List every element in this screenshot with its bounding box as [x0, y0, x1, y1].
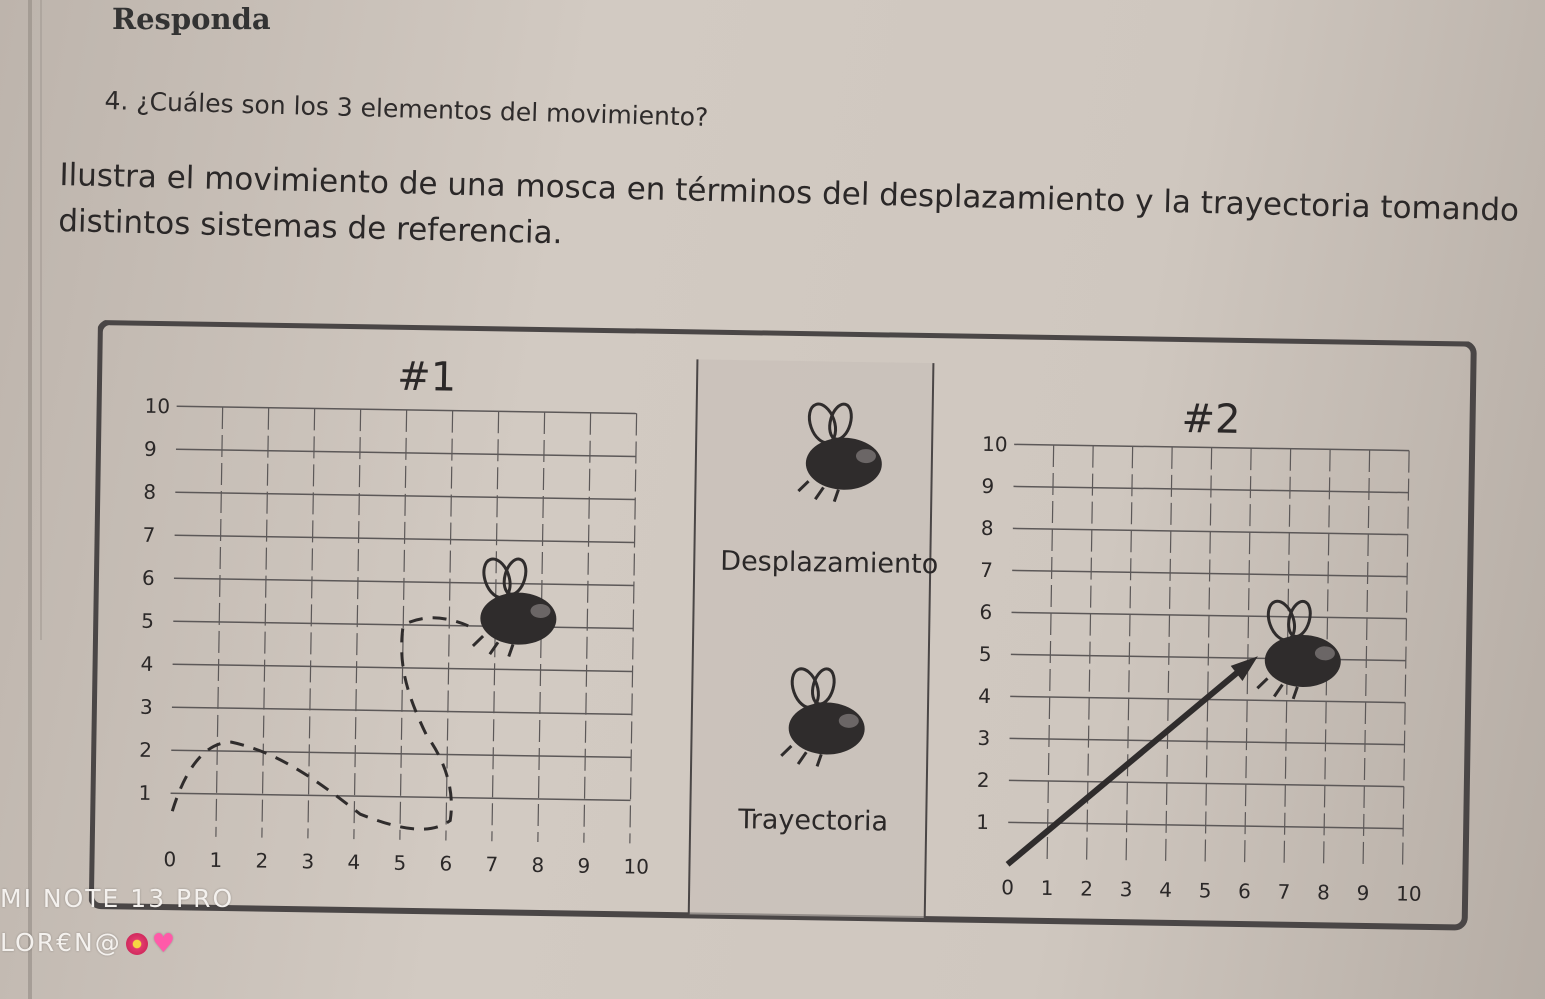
graph1-y-tick: 3 [139, 694, 153, 719]
graph1-y-tick: 8 [143, 479, 157, 504]
graph2-y-tick: 9 [981, 473, 995, 499]
graph2-x-tick: 1 [1040, 875, 1054, 901]
graph2-x-tick: 3 [1119, 877, 1133, 902]
graph1-x-tick: 9 [577, 853, 591, 878]
figure-svg [89, 320, 1478, 932]
graph1-x-tick: 8 [531, 852, 545, 878]
graph1-x-tick: 0 [163, 847, 177, 872]
graph2-y-tick: 2 [976, 767, 990, 793]
flower-icon [126, 933, 148, 955]
graph1-grid [170, 406, 637, 843]
graph2-x-tick: 9 [1356, 880, 1370, 906]
graph2-x-tick: 4 [1158, 877, 1173, 902]
graph1-x-tick: 7 [485, 852, 499, 877]
graph1-x-tick: 3 [301, 849, 315, 874]
graph2-x-tick: 7 [1277, 879, 1291, 904]
graph2-x-tick: 5 [1198, 878, 1212, 903]
graph1-y-tick: 7 [142, 522, 156, 547]
graph2-x-tick: 0 [1001, 875, 1015, 900]
graph1-y-tick: 4 [140, 651, 154, 676]
graph2-y-tick: 5 [978, 641, 992, 667]
instructions-text: Ilustra el movimiento de una mosca en términos del desplazamiento y la trayectoria tomando distintos sistemas de referencia. [57, 156, 1520, 252]
graph2-displacement-arrow [1008, 664, 1243, 868]
graph1-y-tick: 2 [139, 737, 153, 762]
graph2-x-tick: 10 [1395, 881, 1422, 906]
graph1-title: #1 [396, 353, 457, 401]
author-watermark-text: LOR€N@ [0, 928, 122, 957]
hearts-icon: ♥ [151, 929, 178, 959]
graph1-y-tick: 6 [141, 565, 155, 590]
graph1-x-tick: 5 [393, 850, 407, 875]
fly-icon-graph1 [473, 555, 558, 657]
graph2-grid [1008, 444, 1410, 870]
graph1-y-tick: 1 [138, 780, 152, 805]
graph2-x-tick: 6 [1237, 878, 1252, 904]
graph1-y-tick: 10 [144, 393, 171, 419]
graph2-y-tick: 6 [979, 599, 993, 625]
graph1-y-tick: 5 [141, 608, 155, 633]
graph1-x-tick: 1 [209, 847, 223, 873]
fly-icon-graph2 [1257, 597, 1342, 699]
figure-panel [89, 320, 1478, 932]
graph1-x-tick: 4 [347, 849, 361, 875]
graph1-x-tick: 2 [255, 848, 269, 873]
graph2-y-tick: 4 [978, 683, 992, 709]
graph1-x-tick: 6 [439, 851, 453, 876]
graph2-y-tick: 10 [981, 431, 1008, 457]
graph2-x-tick: 8 [1316, 880, 1331, 905]
label-trayectoria: Trayectoria [737, 804, 889, 838]
heading: Responda [112, 2, 271, 36]
graph1-y-tick: 9 [143, 436, 157, 461]
graph2-y-tick: 3 [977, 725, 991, 751]
graph2-title: #2 [1181, 396, 1241, 443]
notebook-margin-line [28, 0, 32, 999]
camera-watermark: MI NOTE 13 PRO [0, 884, 235, 913]
author-watermark [0, 928, 177, 959]
graph2-y-tick: 1 [976, 809, 990, 835]
graph1-x-tick: 10 [623, 854, 650, 879]
label-desplazamiento: Desplazamiento [720, 545, 939, 581]
graph1-ticks [137, 394, 656, 879]
question-text: 4. ¿Cuáles son los 3 elementos del movimiento? [104, 86, 709, 132]
graph2-y-tick: 8 [980, 515, 994, 541]
graph2-x-tick: 2 [1080, 876, 1094, 901]
notebook-margin-line-inner [40, 0, 42, 640]
graph2-y-tick: 7 [979, 557, 994, 583]
